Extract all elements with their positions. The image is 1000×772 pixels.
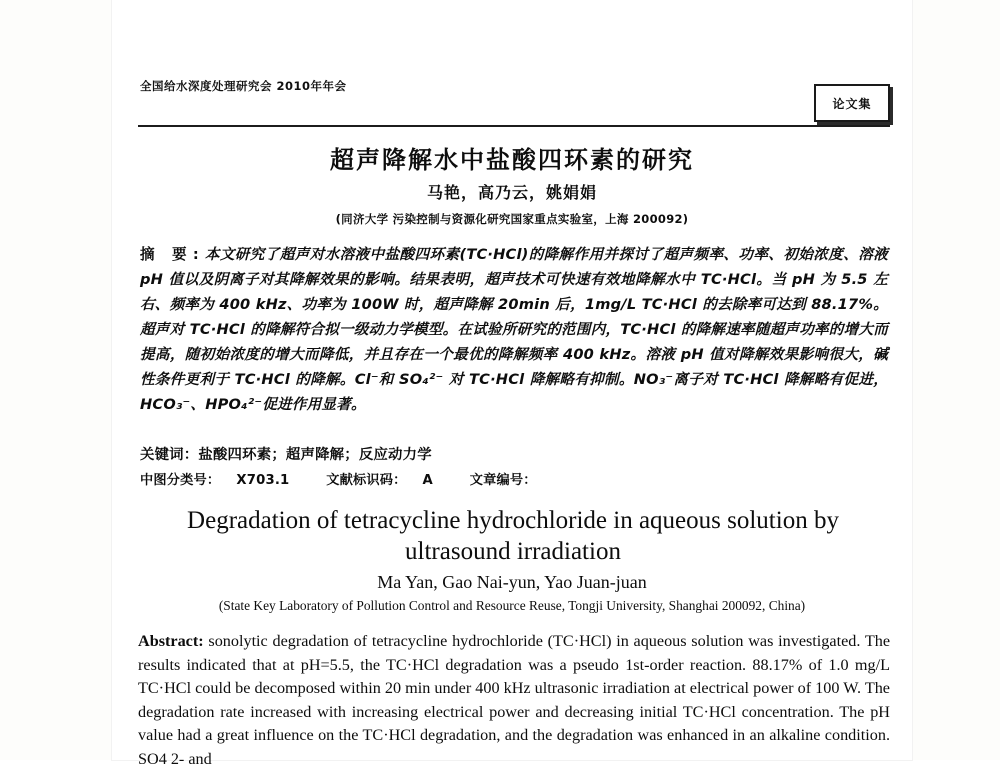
scanned-page xyxy=(112,0,912,768)
page-title-chinese: 超声降解水中盐酸四环素的研究 xyxy=(330,146,694,174)
affiliation-chinese: (同济大学 污染控制与资源化研究国家重点实验室，上海 200092) xyxy=(335,212,689,226)
keywords-chinese: 关键词：盐酸四环素；超声降解；反应动力学 xyxy=(140,447,432,463)
doc-code-value: A xyxy=(422,473,433,488)
running-head: 全国给水深度处理研究会 2010年年会 xyxy=(140,79,347,93)
abstract-english-label: Abstract: xyxy=(138,632,204,650)
proceedings-stamp-label: 论文集 xyxy=(832,96,872,111)
article-number: 文章编号： xyxy=(469,473,537,488)
classification-line xyxy=(140,469,553,488)
clc-value: X703.1 xyxy=(236,473,290,488)
abstract-chinese xyxy=(140,242,888,417)
abstract-english-text: sonolytic degradation of tetracycline hydrochloride (TC·HCl) in aqueous solution was investigated. The results indicated that at pH=5.5, the TC·HCl degradation was a pseudo 1st-order reaction. 88.17% of 1.0 mg/L TC·HCl could be decomposed within 20 min under 400 kHz ultrasonic irradiation at electrical power of 100 W. The degradation rate increased with increasing electrical power and decreasing initial TC·HCl concentration. The pH value had a great influence on the TC·HCl degradation, and the degradation was enhanced in an alkaline condition. SO4 2- and xyxy=(138,632,891,768)
page-bottom-fade xyxy=(224,744,824,760)
proceedings-stamp xyxy=(814,84,890,122)
authors-chinese: 马艳，高乃云，姚娟娟 xyxy=(426,183,597,202)
doc-code-label: 文献标识码： xyxy=(326,473,407,488)
abstract-chinese-label: 摘 要: xyxy=(140,246,205,263)
clc-label-text: 中图分类号： xyxy=(140,473,221,488)
affiliation-english: (State Key Laboratory of Pollution Control and Resource Reuse, Tongji University, Shanghai 200092, China) xyxy=(218,598,806,613)
clc-label xyxy=(140,473,305,488)
doc-code xyxy=(326,473,449,488)
authors-english: Ma Yan, Gao Nai-yun, Yao Juan-juan xyxy=(377,572,647,592)
abstract-chinese-text: 本文研究了超声对水溶液中盐酸四环素(TC·HCl)的降解作用并探讨了超声频率、功率、初始浓度、溶液 pH 值以及阴离子对其降解效果的影响。结果表明，超声技术可快速有效地降解水中 TC·HCl。当 pH 为 5.5 左右、频率为 400 kHz、功率为 100W 时，超声降解 20min 后，1mg/L TC·HCl 的去除率可达到 88.17%。超声对 TC·HCl 的降解符合拟一级动力学模型。在试验所研究的范围内，TC·HCl 的降解速率随超声功率的增大而提高，随初始浓度的增大而降低，并且存在一个最优的降解频率 400 kHz。溶液 pH 值对降解效果影响很大，碱性条件更利于 TC·HCl 的降解。Cl⁻和 SO₄²⁻ 对 TC·HCl 降解略有抑制。NO₃⁻离子对 TC·HCl 降解略有促进，HCO₃⁻、HPO₄²⁻促进作用显著。 xyxy=(140,246,888,413)
page-title-english: Degradation of tetracycline hydrochloride in aqueous solution by ultrasound irradiation xyxy=(187,507,839,565)
header-divider xyxy=(138,125,890,127)
